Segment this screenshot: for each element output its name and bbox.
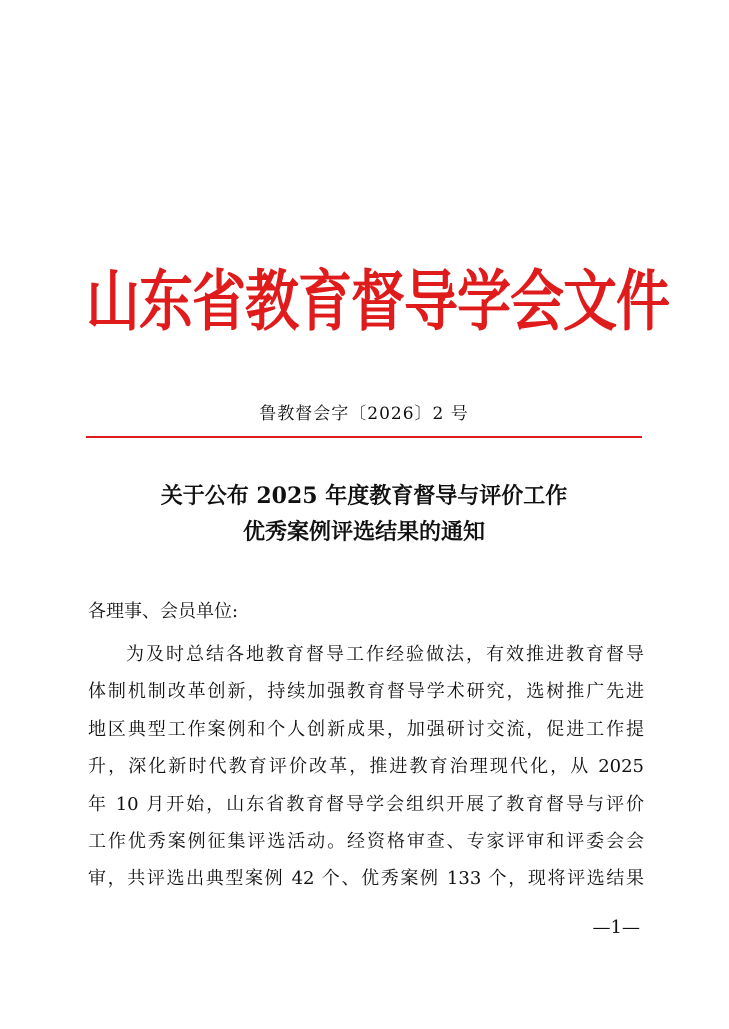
salutation: 各理事、会员单位:: [88, 601, 239, 622]
body-line: 升，深化新时代教育评价改革，推进教育治理现代化，从 2025: [88, 756, 644, 778]
notice-title-line-2: 优秀案例评选结果的通知: [242, 519, 485, 545]
document-number: 鲁教督会字〔2026〕2 号: [259, 404, 469, 424]
notice-title: [86, 478, 642, 550]
body-line: 年 10 月开始，山东省教育督导学会组织开展了教育督导与评价: [88, 793, 644, 815]
body-text: [88, 636, 644, 898]
red-divider-line: [86, 436, 642, 438]
body-line: 审，共评选出典型案例 42 个、优秀案例 133 个，现将评选结果: [88, 868, 644, 890]
body-line: 为及时总结各地教育督导工作经验做法，有效推进教育督导: [126, 644, 644, 665]
body-line: 体制机制改革创新，持续加强教育督导学术研究，选树推广先进: [88, 681, 644, 703]
page-number: —1—: [592, 917, 640, 938]
notice-title-line-1: 关于公布 2025 年度教育督导与评价工作: [160, 483, 568, 509]
body-line: 工作优秀案例征集评选活动。经资格审查、专家评审和评委会会: [88, 830, 644, 852]
header-title: 山东省教育督导学会文件: [86, 262, 669, 340]
body-line: 地区典型工作案例和个人创新成果，加强研讨交流，促进工作提: [88, 718, 644, 740]
